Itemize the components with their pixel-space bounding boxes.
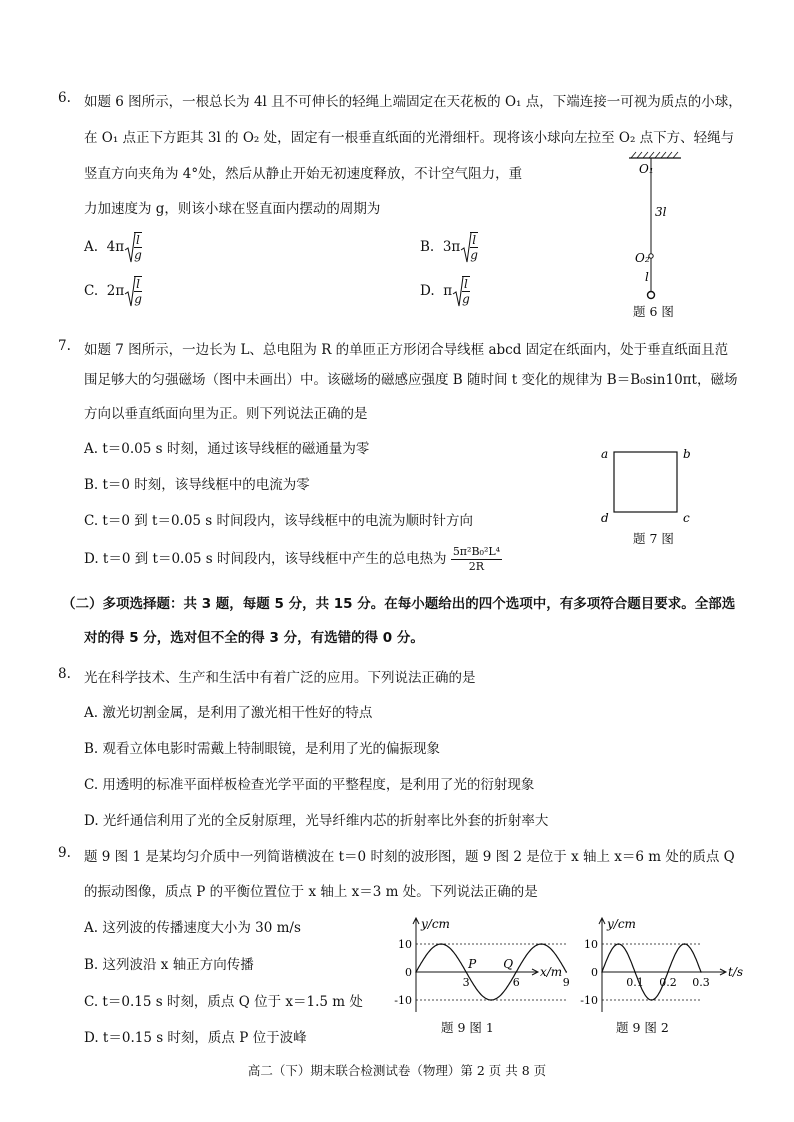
- q6-line3: 竖直方向夹角为 4°处，然后从静止开始无初速度释放，不计空气阻力，重: [84, 166, 523, 182]
- q6-line2: 在 O₁ 点正下方距其 3l 的 O₂ 处，固定有一根垂直纸面的光滑细杆。现将该小球向左拉至 O₂ 点下方、轻绳与: [84, 130, 735, 146]
- y-axis-label: y/cm: [607, 917, 636, 931]
- q8-option-d: D. 光纤通信利用了光的全反射原理，光导纤维内芯的折射率比外套的折射率大: [84, 813, 549, 829]
- corner-a-label: a: [601, 447, 609, 461]
- q7-option-d: D. t＝0 到 t＝0.05 s 时间段内，该导线框中产生的总电热为 $\frac{\text{5π²B₀²L⁴}}{2R}$: [84, 545, 501, 573]
- y-tick-label: 0: [405, 966, 412, 979]
- data-point: [651, 999, 653, 1001]
- data-point: [515, 971, 517, 973]
- y-tick-label: 0: [591, 966, 598, 979]
- x-axis-label: x/m: [540, 965, 563, 979]
- sqrt-expression: $\frac{l}{g}$: [460, 232, 478, 263]
- q7-figure-caption: 题 7 图: [633, 531, 674, 546]
- heat-fraction: $\frac{\text{5π²B₀²L⁴}}{2R}$: [452, 545, 501, 573]
- q9-line1: 题 9 图 1 是某均匀介质中一列简谐横波在 t＝0 时刻的波形图，题 9 图 2 是位于 x 轴上 x＝6 m 处的质点 Q: [84, 849, 735, 865]
- q8-option-b: B. 观看立体电影时需戴上特制眼镜，是利用了光的偏振现象: [84, 741, 441, 757]
- data-point: [634, 971, 636, 973]
- corner-c-label: c: [683, 511, 690, 525]
- x-tick-label: 0.3: [692, 976, 710, 989]
- q9-option-a: A. 这列波的传播速度大小为 30 m/s: [84, 920, 301, 936]
- section2-heading-line2: 对的得 5 分，选对但不全的得 3 分，有选错的得 0 分。: [84, 630, 424, 646]
- q9-option-c: C. t＝0.15 s 时刻，质点 Q 位于 x＝1.5 m 处: [84, 994, 363, 1010]
- q9-line2: 的振动图像，质点 P 的平衡位置位于 x 轴上 x＝3 m 处。下列说法正确的是: [84, 884, 538, 900]
- data-point: [667, 971, 669, 973]
- data-point: [415, 971, 417, 973]
- x-tick-label: 9: [562, 976, 570, 989]
- data-point: [540, 943, 542, 945]
- data-point: [684, 943, 686, 945]
- y-tick-label: -10: [580, 994, 598, 1007]
- y-tick-label: 10: [584, 938, 598, 951]
- o2-label: O₂: [635, 251, 650, 265]
- q8-option-a: A. 激光切割金属，是利用了激光相干性好的特点: [84, 705, 373, 721]
- sqrt-expression: $\frac{l}{g}$: [452, 276, 470, 307]
- q6-figure-caption: 题 6 图: [633, 304, 674, 319]
- y-tick-label: -10: [394, 994, 412, 1007]
- wave-graph-chart: [368, 912, 570, 1012]
- y-axis-label: y/cm: [421, 917, 450, 931]
- q7-option-b: B. t＝0 时刻，该导线框中的电流为零: [84, 477, 310, 493]
- q7-line1: 如题 7 图所示，一边长为 L、总电阻为 R 的单匝正方形闭合导线框 abcd 固定在纸面内，处于垂直纸面且范: [84, 342, 729, 358]
- q6-line4: 力加速度为 g，则该小球在竖直面内摆动的周期为: [84, 201, 381, 217]
- q8-stem: 光在科学技术、生产和生活中有着广泛的应用。下列说法正确的是: [84, 670, 476, 686]
- q6-option-d: D. π $\frac{l}{g}$: [420, 277, 470, 306]
- q7-number: 7.: [58, 338, 71, 354]
- point-q-label: Q: [503, 957, 514, 971]
- corner-b-label: b: [683, 447, 691, 461]
- q7-option-a: A. t＝0.05 s 时刻，通过该导线框的磁通量为零: [84, 441, 370, 457]
- x-tick-label: 3: [462, 976, 470, 989]
- q7-option-c: C. t＝0 到 t＝0.05 s 时间段内，该导线框中的电流为顺时针方向: [84, 513, 474, 529]
- o1-label: O₁: [639, 162, 654, 176]
- x-tick-label: 6: [512, 976, 520, 989]
- q9-option-d: D. t＝0.15 s 时刻，质点 P 位于波峰: [84, 1030, 307, 1046]
- data-point: [618, 943, 620, 945]
- x-tick-label: 0.2: [659, 976, 677, 989]
- data-point: [440, 943, 442, 945]
- q6-option-c: C. 2π $\frac{l}{g}$: [84, 277, 142, 306]
- q9-number: 9.: [58, 845, 71, 861]
- data-point: [700, 971, 702, 973]
- chart2-caption: 题 9 图 2: [616, 1020, 669, 1035]
- vibration-graph-chart: [568, 912, 748, 1012]
- q6-option-a: A. 4π $\frac{l}{g}$: [84, 233, 142, 262]
- length-l-label: l: [645, 270, 649, 284]
- sqrt-expression: $\frac{l}{g}$: [124, 232, 142, 263]
- data-point: [601, 971, 603, 973]
- x-tick-label: 0.1: [626, 976, 644, 989]
- q6-number: 6.: [58, 90, 71, 106]
- data-point: [490, 999, 492, 1001]
- q6-option-b: B. 3π $\frac{l}{g}$: [420, 233, 478, 262]
- q8-option-c: C. 用透明的标准平面样板检查光学平面的平整程度，是利用了光的衍射现象: [84, 777, 535, 793]
- length-3l-label: 3l: [655, 205, 667, 219]
- x-axis-label: t/s: [728, 965, 744, 979]
- q7-line2: 围足够大的匀强磁场（图中未画出）中。该磁场的磁感应强度 B 随时间 t 变化的规律为 B＝B₀sin10πt，磁场: [84, 372, 738, 388]
- corner-d-label: d: [601, 511, 609, 525]
- y-tick-label: 10: [398, 938, 412, 951]
- sqrt-expression: $\frac{l}{g}$: [124, 276, 142, 307]
- q7-line3: 方向以垂直纸面向里为正。则下列说法正确的是: [84, 406, 368, 422]
- q6-line1: 如题 6 图所示，一根总长为 4l 且不可伸长的轻绳上端固定在天花板的 O₁ 点，下端连接一可视为质点的小球，: [84, 94, 742, 110]
- chart1-caption: 题 9 图 1: [441, 1020, 494, 1035]
- point-p-label: P: [468, 957, 477, 971]
- data-point: [465, 971, 467, 973]
- page-footer: 高二（下）期末联合检测试卷（物理）第 2 页 共 8 页: [247, 1063, 547, 1078]
- q9-option-b: B. 这列波沿 x 轴正方向传播: [84, 957, 254, 973]
- square-loop-figure: [595, 442, 705, 532]
- q8-number: 8.: [58, 666, 71, 682]
- data-point: [566, 971, 568, 973]
- section2-heading-line1: （二）多项选择题：共 3 题，每题 5 分，共 15 分。在每小题给出的四个选项中，有多项符合题目要求。全部选: [62, 596, 736, 612]
- pendulum-figure: [615, 150, 695, 320]
